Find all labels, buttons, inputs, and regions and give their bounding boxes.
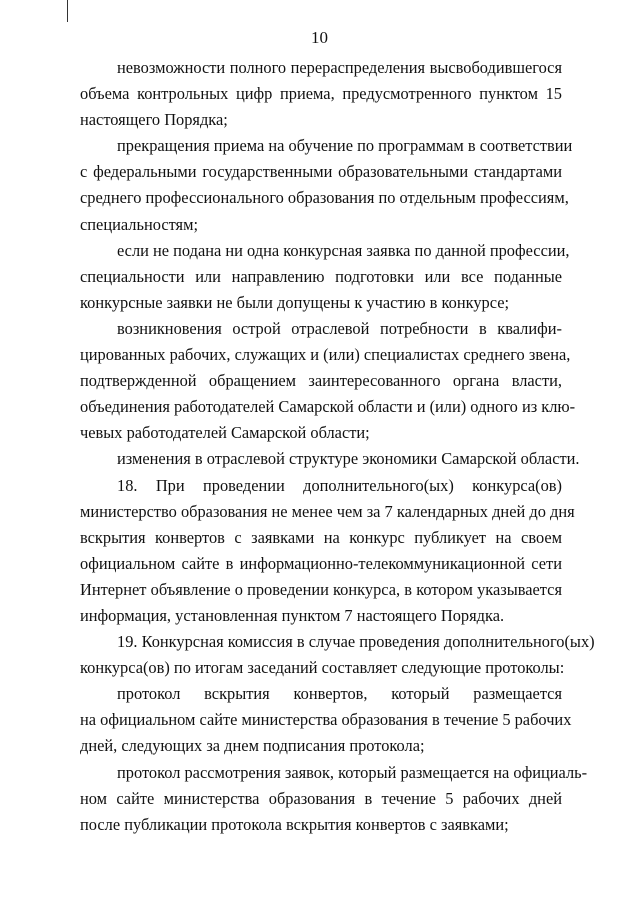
text-line: если не подана ни одна конкурсная заявка по данной профессии, [117,240,570,260]
text-line: специальности или направлению подготовки или все поданные [80,266,562,286]
text-line: ном сайте министерства образования в течение 5 рабочих дней [80,788,562,808]
text-line: на официальном сайте министерства образования в течение 5 рабочих [80,710,572,730]
text-line: Интернет объявление о проведении конкурса, в котором указывается [80,579,562,599]
text-line: 19. Конкурсная комиссия в случае проведения дополнительного(ых) [117,632,595,652]
text-line: 18. При проведении дополнительного(ых) конкурса(ов) [117,475,562,495]
page-number: 10 [311,28,328,47]
text-line: подтвержденной обращением заинтересованного органа власти, [80,371,562,391]
text-line: министерство образования не менее чем за 7 календарных дней до дня [80,501,575,521]
text-line: специальностям; [80,214,198,234]
paragraph [80,55,562,133]
text-line: конкурса(ов) по итогам заседаний составляет следующие протоколы: [80,658,565,678]
paragraph [80,629,595,681]
text-line: объема контрольных цифр приема, предусмотренного пунктом 15 [80,84,562,104]
paragraph [80,133,573,237]
text-line: информация, установленная пунктом 7 настоящего Порядка. [80,605,505,625]
text-line: прекращения приема на обучение по программам в соответствии [117,136,573,156]
text-line: невозможности полного перераспределения высвободившегося [117,58,562,77]
paragraph [80,446,580,472]
text-line: конкурсные заявки не были допущены к участию в конкурсе; [80,292,510,312]
text-line: настоящего Порядка; [80,110,228,130]
text-line: чевых работодателей Самарской области; [80,423,370,443]
document-body [80,55,595,838]
paragraph [80,316,576,446]
text-line: среднего профессионального образования по отдельным профессиям, [80,188,569,208]
text-line: возникновения острой отраслевой потребности в квалифи- [117,318,562,338]
text-line: изменения в отраслевой структуре экономики Самарской области. [117,449,580,469]
text-line: дней, следующих за днем подписания протокола; [80,736,425,756]
text-line: объединения работодателей Самарской области и (или) одного из клю- [80,397,576,417]
paragraph [80,238,570,316]
paragraph [80,681,572,759]
text-line: протокол рассмотрения заявок, который размещается на официаль- [117,762,588,782]
paragraph [80,760,588,838]
text-line: с федеральными государственными образовательными стандартами [80,162,562,182]
text-line: после публикации протокола вскрытия конвертов с заявками; [80,814,509,834]
scan-edge-line [67,0,68,22]
text-line: протокол вскрытия конвертов, который размещается [117,684,562,704]
text-line: официальном сайте в информационно-телекоммуникационной сети [80,553,562,573]
text-line: вскрытия конвертов с заявками на конкурс публикует на своем [80,527,562,547]
paragraph [80,473,575,630]
text-line: цированных рабочих, служащих и (или) специалистах среднего звена, [80,345,571,365]
